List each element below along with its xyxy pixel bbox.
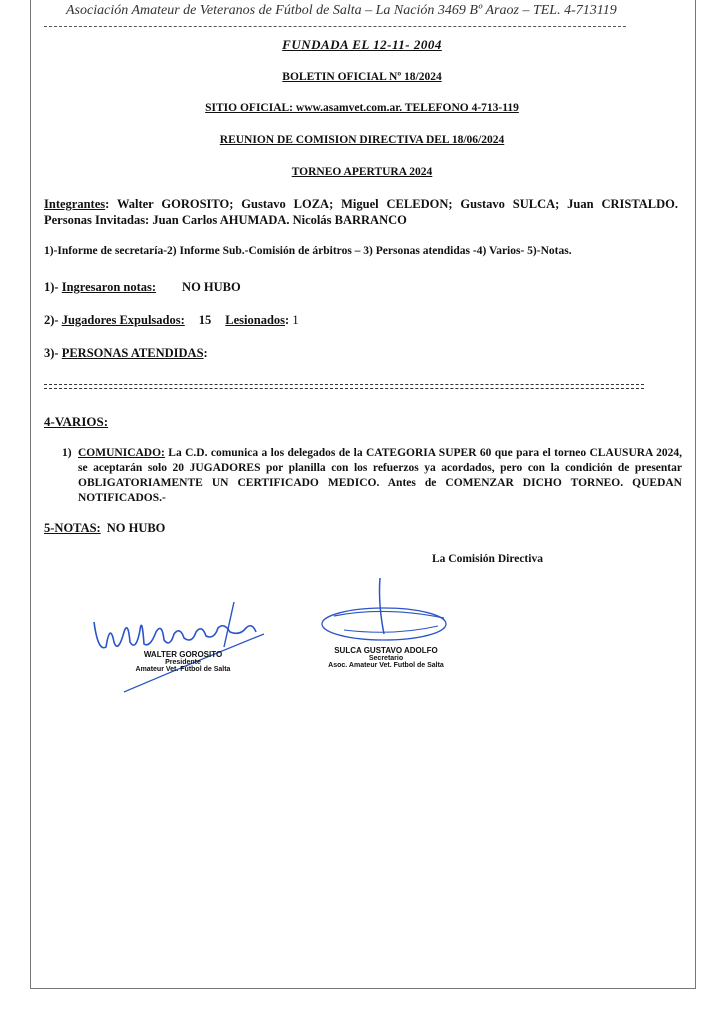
section-notes	[44, 521, 165, 536]
signature-stamp-2	[320, 646, 452, 669]
attended-label: PERSONAS ATENDIDAS	[61, 346, 204, 360]
item-body: La C.D. comunica a los delegados de la CATEGORIA SUPER 60 que para el torneo CLAUSURA 2024, se aceptarán solo 20 JUGADORES por planilla con los refuerzos ya acordados, pero con la condición de presentar OBLIGATORIAMENTE UN CERTIFICADO MEDICO. Antes de COMENZAR DICHO TORNEO. QUEDAN NOTIFICADOS.-	[78, 447, 682, 504]
signer-1-name: WALTER GOROSITO	[143, 650, 223, 659]
official-site: SITIO OFICIAL: www.asamvet.com.ar. TELEFONO 4-713-119	[205, 102, 519, 114]
notes-label: 5-NOTAS:	[44, 521, 101, 535]
header-divider	[44, 26, 626, 27]
varios-title: 4-VARIOS:	[44, 414, 109, 429]
signature-scribble-1	[84, 592, 284, 702]
signature-scribble-2	[314, 574, 464, 654]
notes-in-value: NO HUBO	[182, 280, 241, 294]
item-text	[78, 446, 682, 506]
signer-2-role: Secretario	[368, 655, 404, 662]
signer-1-org: Amateur Vet. Fútbol de Salta	[135, 666, 231, 673]
section-divider	[44, 384, 644, 385]
injured-label: Lesionados	[225, 313, 286, 327]
item-label: COMUNICADO:	[78, 447, 165, 459]
injured-value: 1	[292, 313, 299, 327]
expelled-value: 15	[198, 313, 212, 327]
signer-2-name: SULCA GUSTAVO ADOLFO	[334, 646, 438, 655]
section-notes-in: 1)- Ingresaron notas: NO HUBO	[44, 280, 241, 294]
section-players: 2)- Jugadores Expulsados: 15 Lesionados: 1	[44, 313, 299, 327]
signoff: La Comisión Directiva	[432, 553, 543, 565]
agenda-line: 1)-Informe de secretaría-2) Informe Sub.-Comisión de árbitros – 3) Personas atendidas -4) Varios- 5)-Notas.	[44, 245, 572, 257]
signature-stamp-1	[118, 650, 248, 673]
tournament-title: TORNEO APERTURA 2024	[291, 166, 433, 178]
signer-1-role: Presidente	[165, 659, 201, 666]
members-label: Integrantes	[44, 197, 106, 211]
founded-line: FUNDADA EL 12-11- 2004	[282, 37, 442, 52]
expelled-label: Jugadores Expulsados:	[61, 313, 185, 327]
notes-in-label: Ingresaron notas:	[61, 280, 157, 294]
members-paragraph	[44, 196, 678, 228]
section-divider-2	[44, 388, 644, 389]
bulletin-title: BOLETIN OFICIAL Nº 18/2024	[282, 71, 442, 83]
meeting-title: REUNION DE COMISION DIRECTIVA DEL 18/06/2024	[219, 134, 505, 146]
signer-2-org: Asoc. Amateur Vet. Futbol de Salta	[328, 662, 444, 669]
list-item	[62, 446, 682, 510]
section-attended: 3)- PERSONAS ATENDIDAS:	[44, 346, 208, 360]
letterhead: Asociación Amateur de Veteranos de Fútbol de Salta – La Nación 3469 Bº Araoz – TEL. 4-713119	[66, 3, 617, 18]
members-text: : Walter GOROSITO; Gustavo LOZA; Miguel CELEDON; Gustavo SULCA; Juan CRISTALDO. Personas Invitadas: Juan Carlos AHUMADA. Nicolás BARRANCO	[44, 197, 678, 227]
item-number: 1)	[62, 447, 72, 459]
notes-value: NO HUBO	[106, 521, 166, 535]
